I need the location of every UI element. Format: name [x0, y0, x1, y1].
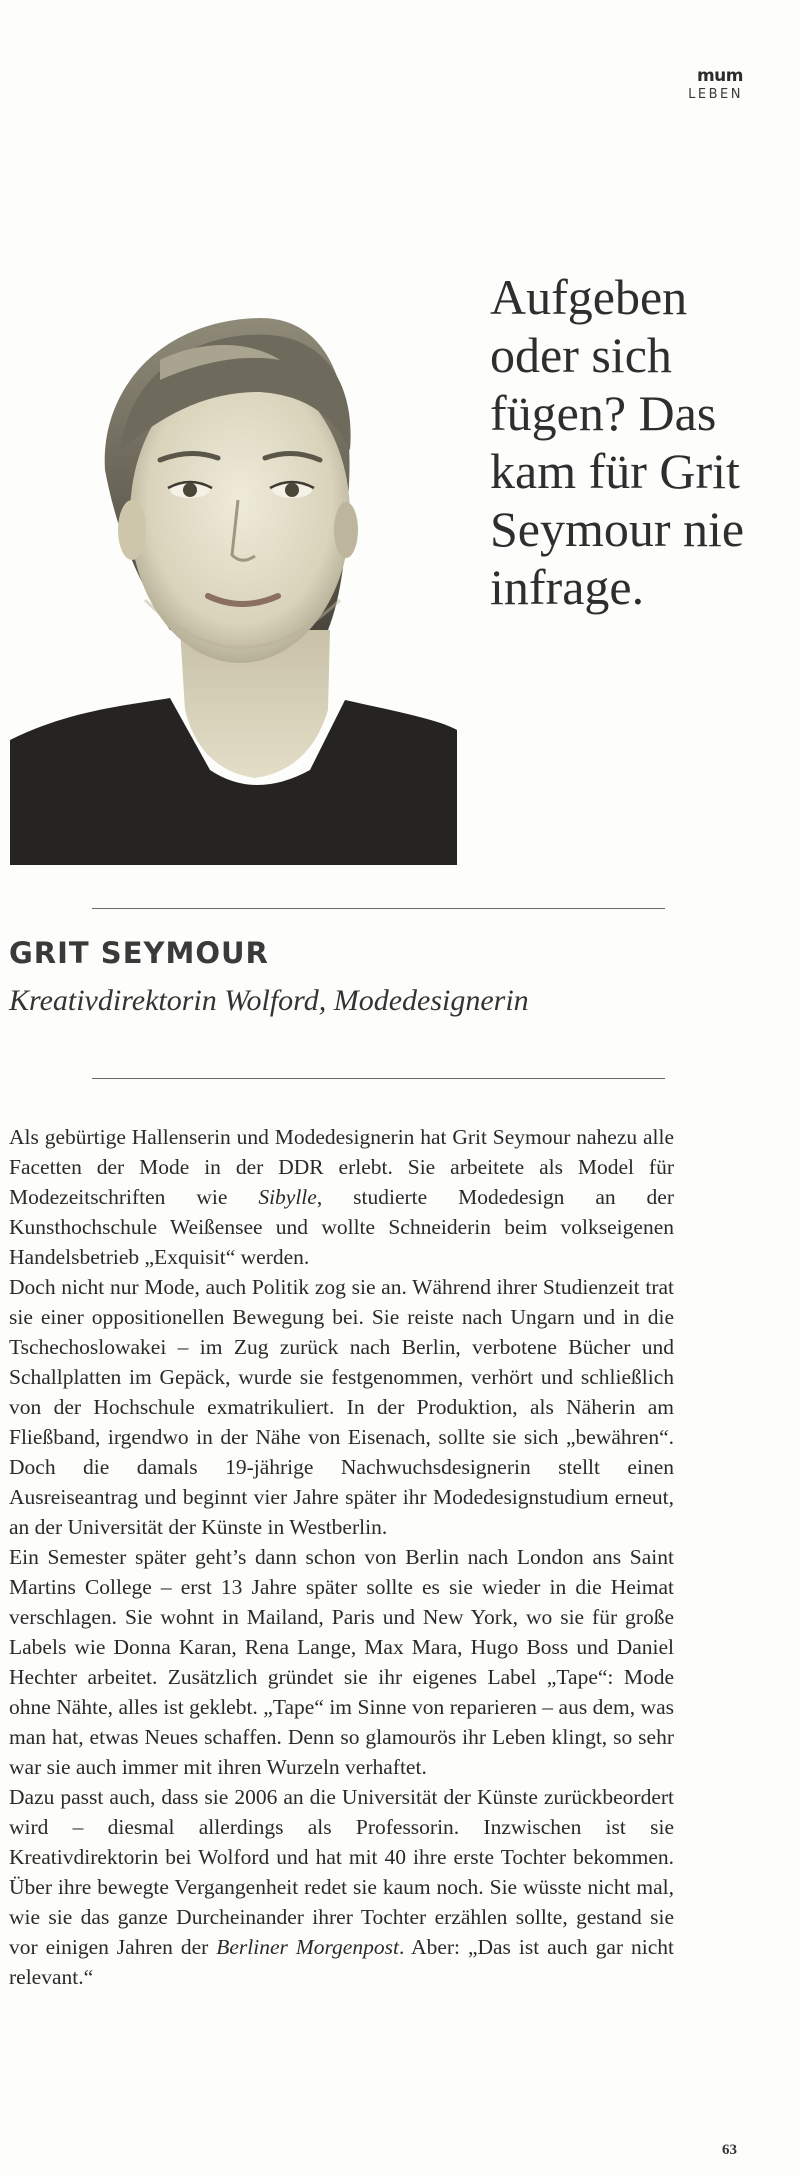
person-role: Kreativdirektorin Wolford, Modedesignerin [9, 984, 529, 1017]
section-label: LEBEN [688, 87, 743, 102]
magazine-logo: mum [696, 66, 743, 86]
paragraph-3: Ein Semester später geht’s dann schon von Berlin nach London ans Saint Martins College – erst 13 Jahre später sollte es sie wieder in die Heimat verschlagen. Sie wohnt in Mailand, Paris und New York, wo sie für große Labels wie Donna Karan, Rena Lange, Max Mara, Hugo Boss und Daniel Hechter arbeitet. Zusätzlich gründet sie ihr eigenes Label „Tape“: Mode ohne Nähte, alles ist geklebt. „Tape“ im Sinne von reparieren – aus dem, was man hat, etwas Neues schaffen. Denn so glamourös ihr Leben klingt, so sehr war sie auch immer mit ihren Wurzeln verhaftet. [9, 1545, 674, 1779]
paragraph-4: Dazu passt auch, dass sie 2006 an die Universität der Künste zurückbeordert wird – diesmal allerdings als Professorin. Inzwischen ist sie Kreativdirektorin bei Wolford und hat mit 40 ihre erste Tochter bekommen. Über ihre bewegte Vergangenheit redet sie kaum noch. Sie wüsste nicht mal, wie sie das ganze Durcheinander ihrer Tochter erzählen sollte, gestand sie vor einigen Jahren der Berliner Morgenpost. Aber: „Das ist auch gar nicht relevant.“ [9, 1785, 674, 1989]
divider-bottom [92, 1078, 665, 1079]
masthead [688, 66, 743, 104]
page-number: 63 [722, 2142, 737, 2158]
article-body [9, 1122, 674, 1992]
paragraph-1: Als gebürtige Hallenserin und Modedesignerin hat Grit Seymour nahezu alle Facetten der Mode in der DDR erlebt. Sie arbeitete als Model für Modezeitschriften wie Sibylle, studierte Modedesign an der Kunsthochschule Weißensee und wollte Schneiderin beim volkseigenen Handelsbetrieb „Exquisit“ werden. [9, 1125, 674, 1269]
person-name: GRIT SEYMOUR [9, 936, 269, 970]
headline: Aufgeben oder sich fügen? Das kam für Grit Seymour nie infrage. [490, 269, 745, 615]
newspaper-title: Berliner Morgenpost [216, 1935, 399, 1959]
paragraph-2: Doch nicht nur Mode, auch Politik zog sie an. Während ihrer Studienzeit trat sie einer oppositionellen Bewegung bei. Sie reiste nach Ungarn und in die Tschechoslowakei – im Zug zurück nach Berlin, verbotene Bücher und Schallplatten im Gepäck, wurde sie festgenommen, verhört und schließlich von der Hochschule exmatrikuliert. In der Produktion, als Näherin am Fließband, irgendwo in der Nähe von Eisenach, sollte sie sich „bewähren“. Doch die damals 19-jährige Nachwuchsdesignerin stellt einen Ausreiseantrag und beginnt vier Jahre später ihr Modedesignstudium erneut, an der Universität der Künste in Westberlin. [9, 1275, 674, 1539]
divider-top [92, 908, 665, 909]
magazine-title-sibylle: Sibylle [258, 1185, 317, 1209]
portrait-photo [10, 300, 457, 865]
